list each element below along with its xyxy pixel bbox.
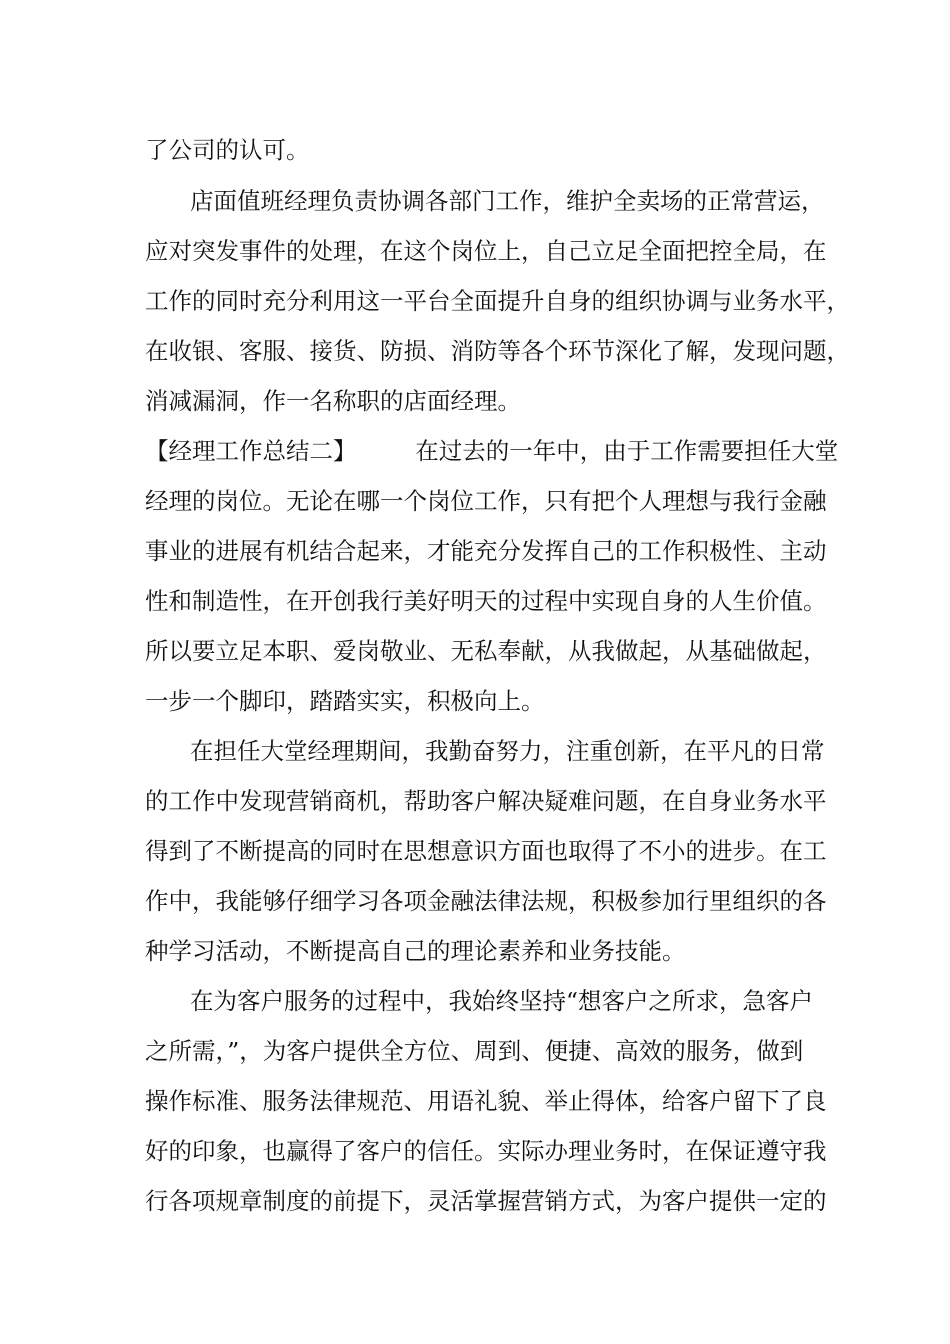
text-line: 好的印象，也赢得了客户的信任。实际办理业务时，在保证遵守我	[145, 1137, 827, 1165]
text-line: 经理的岗位。无论在哪一个岗位工作，只有把个人理想与我行金融	[145, 487, 827, 515]
text-line: 在担任大堂经理期间，我勤奋努力，注重创新，在平凡的日常	[190, 737, 825, 765]
text-line: 种学习活动，不断提高自己的理论素养和业务技能。	[145, 937, 686, 965]
text-line: 在为客户服务的过程中，我始终坚持“想客户之所求，急客户	[190, 987, 814, 1015]
text-line: 操作标准、服务法律规范、用语礼貌、举止得体，给客户留下了良	[145, 1087, 827, 1115]
text-line: 工作的同时充分利用这一平台全面提升自身的组织协调与业务水平，	[145, 287, 850, 315]
text-line: 性和制造性，在开创我行美好明天的过程中实现自身的人生价值。	[145, 587, 827, 615]
text-line: 一步一个脚印，踏踏实实，积极向上。	[145, 687, 545, 715]
section-heading-line: 【经理工作总结二】 在过去的一年中，由于工作需要担任大堂	[145, 437, 839, 465]
text-line: 应对突发事件的处理，在这个岗位上，自己立足全面把控全局，在	[145, 237, 827, 265]
text-line: 在收银、客服、接货、防损、消防等各个环节深化了解，发现问题，	[145, 337, 850, 365]
text-line: 作中，我能够仔细学习各项金融法律法规，积极参加行里组织的各	[145, 887, 827, 915]
text-line: 的工作中发现营销商机，帮助客户解决疑难问题，在自身业务水平	[145, 787, 827, 815]
text-line: 得到了不断提高的同时在思想意识方面也取得了不小的进步。在工	[145, 837, 827, 865]
text-line: 行各项规章制度的前提下，灵活掌握营销方式，为客户提供一定的	[145, 1187, 827, 1215]
text-line: 消减漏洞，作一名称职的店面经理。	[145, 387, 521, 415]
text-line: 所以要立足本职、爱岗敬业、无私奉献，从我做起，从基础做起，	[145, 637, 827, 665]
text-line: 店面值班经理负责协调各部门工作，维护全卖场的正常营运，	[190, 187, 825, 215]
text-line: 事业的进展有机结合起来，才能充分发挥自己的工作积极性、主动	[145, 537, 827, 565]
text-line: 之所需，”，为客户提供全方位、周到、便捷、高效的服务，做到	[145, 1037, 804, 1065]
text-line: 了公司的认可。	[145, 136, 310, 164]
